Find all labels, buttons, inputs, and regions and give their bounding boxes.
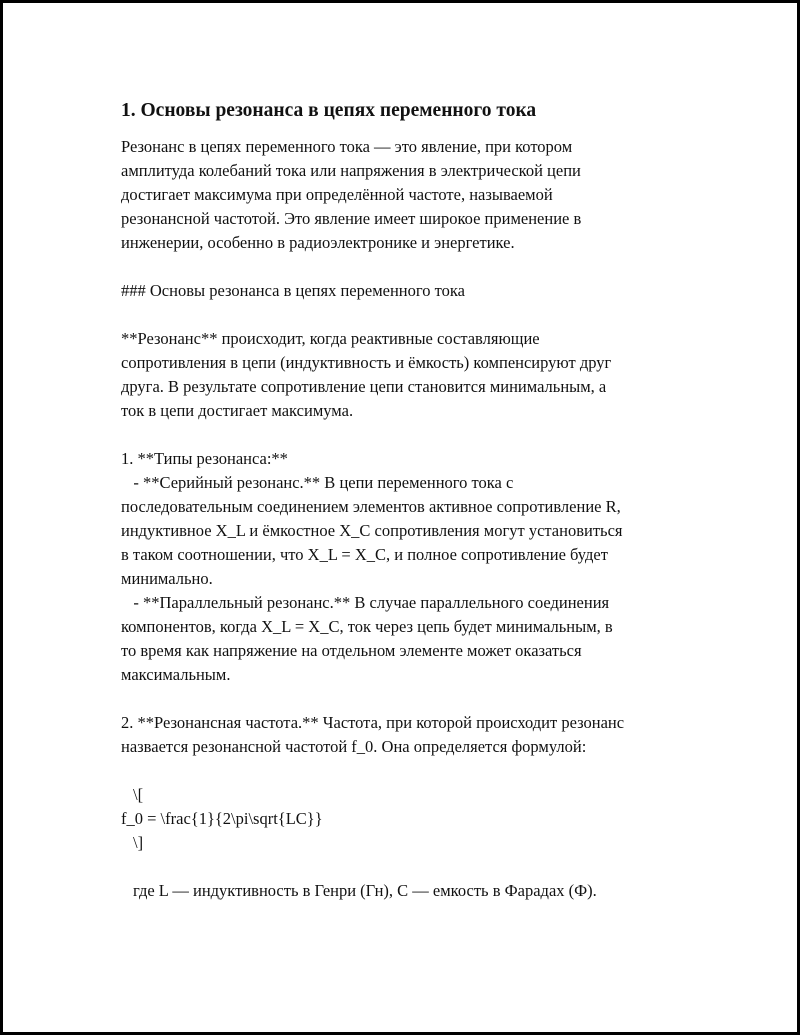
- markdown-subheading: ### Основы резонанса в цепях переменного тока: [121, 281, 465, 300]
- formula-open: \[: [133, 785, 144, 804]
- units-explanation: где L — индуктивность в Генри (Гн), C — емкость в Фарадах (Ф).: [133, 881, 597, 900]
- formula-close: \]: [133, 833, 144, 852]
- parallel-resonance-item: - **Параллельный резонанс.** В случае параллельного соединения компонентов, когда X_L = X_C, ток через цепь будет минимальным, в то время как напряжение на отдельном элементе может оказаться максимальным.: [121, 593, 613, 684]
- resonance-paragraph: **Резонанс** происходит, когда реактивные составляющие сопротивления в цепи (индуктивность и ёмкость) компенсируют друг друга. В результате сопротивление цепи становится минимальным, а ток в цепи достигает максимума.: [121, 329, 612, 420]
- formula-body: f_0 = \frac{1}{2\pi\sqrt{LC}}: [121, 809, 323, 828]
- section-heading: 1. Основы резонанса в цепях переменного тока: [121, 100, 537, 121]
- types-title: 1. **Типы резонанса:**: [121, 449, 288, 468]
- frequency-paragraph: 2. **Резонансная частота.** Частота, при которой происходит резонанс назвается резонансной частотой f_0. Она определяется формулой:: [121, 713, 625, 756]
- intro-paragraph: Резонанс в цепях переменного тока — это явление, при котором амплитуда колебаний тока или напряжения в электрической цепи достигает максимума при определённой частоте, называемой резонансной частотой. Это явление имеет широкое применение в инженерии, особенно в радиоэлектронике и энергетике.: [121, 137, 582, 252]
- document-content: [121, 99, 691, 903]
- formula-block: [121, 783, 691, 855]
- series-resonance-item: - **Серийный резонанс.** В цепи переменного тока с последовательным соединением элементов активное сопротивление R, индуктивное X_L и ёмкостное X_C сопротивления могут установиться в таком соотношении, что X_L = X_C, и полное сопротивление будет минимально.: [121, 473, 623, 588]
